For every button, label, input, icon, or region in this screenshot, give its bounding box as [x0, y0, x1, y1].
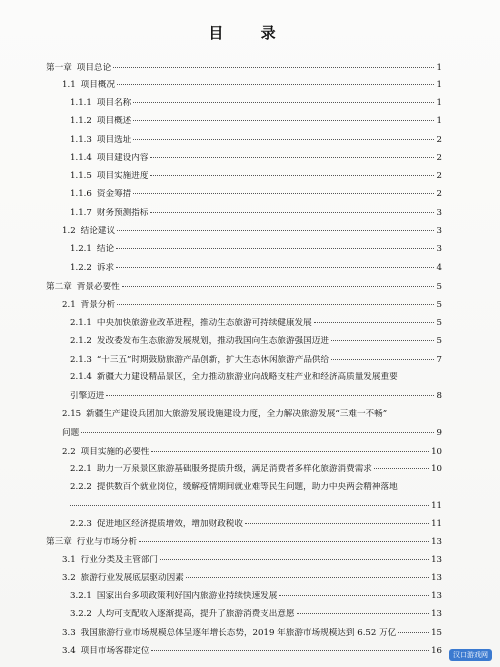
toc-entry[interactable]	[70, 189, 442, 200]
toc-entry-title: 旅游行业发展底层驱动因素	[80, 573, 184, 583]
toc-leader-dots	[106, 395, 434, 396]
toc-entry-title: 促进地区经济提质增效，增加财政税收	[96, 519, 243, 529]
toc-leader-dots	[279, 595, 429, 596]
toc-entry-title: 项目建设内容	[96, 153, 149, 163]
toc-page-number: 1	[436, 116, 442, 126]
toc-entry-number: 第一章	[46, 63, 72, 73]
toc-entry-number: 3.2.1	[70, 591, 92, 601]
toc-entry-title: 提供数百个就业岗位，缓解疫情期间就业难等民生问题，助力中央两会精神落地	[96, 482, 398, 492]
toc-entry-title: 项目总论	[76, 63, 112, 73]
toc-leader-dots	[139, 541, 429, 542]
toc-page-number: 5	[436, 300, 442, 310]
toc-entry-title: 国家出台多项政策利好国内旅游业持续快速发展	[96, 591, 278, 601]
toc-entry[interactable]	[70, 263, 442, 274]
toc-page-number: 5	[436, 336, 442, 346]
toc-entry[interactable]	[70, 372, 442, 383]
page-title: 目 录	[208, 24, 292, 42]
toc-entry-title: 新疆生产建设兵团加大旅游发展设施建设力度，全力解决旅游发展“三难一不畅”	[86, 409, 388, 419]
toc-entry[interactable]	[70, 609, 442, 620]
toc-leader-dots	[374, 468, 429, 469]
toc-entry-number: 第二章	[46, 282, 72, 292]
toc-entry[interactable]	[62, 80, 442, 91]
toc-entry-title: 项目选址	[96, 135, 132, 145]
toc-leader-dots	[160, 559, 429, 560]
toc-entry[interactable]	[70, 98, 442, 109]
toc-entry-continuation[interactable]	[62, 428, 442, 439]
toc-leader-dots	[186, 577, 429, 578]
toc-leader-dots	[150, 157, 434, 158]
toc-leader-dots	[133, 102, 434, 103]
toc-leader-dots	[314, 322, 434, 323]
toc-leader-dots	[151, 451, 429, 452]
toc-leader-dots	[117, 230, 434, 231]
toc-entry[interactable]	[70, 153, 442, 164]
toc-page-number: 13	[431, 555, 442, 565]
toc-entry[interactable]	[46, 537, 442, 548]
toc-entry-title: 背景必要性	[76, 282, 120, 292]
toc-page-number: 5	[436, 282, 442, 292]
toc-entry-title-continued: 引擎迈进	[70, 391, 105, 401]
toc-page-number: 10	[431, 447, 442, 457]
toc-entry[interactable]	[62, 226, 442, 237]
toc-page-number: 3	[436, 208, 442, 218]
toc-entry-title: 行业分类及主管部门	[80, 555, 159, 565]
toc-entry[interactable]	[46, 282, 442, 293]
toc-entry-number: 1.1.4	[70, 153, 92, 163]
toc-leader-dots	[331, 340, 434, 341]
toc-page-number: 3	[436, 244, 442, 254]
toc-entry-title: 结论建议	[80, 226, 116, 236]
toc-entry-continuation[interactable]	[70, 501, 442, 512]
toc-entry-number: 2.1.1	[70, 318, 92, 328]
toc-entry[interactable]	[62, 628, 442, 639]
toc-entry-number: 2.15	[62, 409, 82, 419]
toc-entry-title: 项目实施进度	[96, 171, 149, 181]
toc-entry-number: 2.2.2	[70, 482, 92, 492]
toc-entry[interactable]	[70, 171, 442, 182]
toc-entry-title: 人均可支配收入逐渐提高，提升了旅游消费支出意愿	[96, 609, 295, 619]
toc-leader-dots	[113, 67, 434, 68]
toc-entry-title: “十三五”时期鼓励旅游产品创新，扩大生态休闲旅游产品供给	[96, 355, 330, 365]
toc-leader-dots	[150, 212, 434, 213]
toc-entry-title: 项目概述	[96, 116, 132, 126]
toc-entry[interactable]	[70, 336, 442, 347]
toc-entry-number: 1.2.1	[70, 244, 92, 254]
toc-entry-number: 3.3	[62, 628, 76, 638]
toc-leader-dots	[116, 248, 434, 249]
toc-page-number: 13	[431, 591, 442, 601]
toc-entry-number: 第三章	[46, 537, 72, 547]
toc-entry-number: 1.1.3	[70, 135, 92, 145]
toc-page-number: 2	[436, 189, 442, 199]
toc-entry-number: 2.2.1	[70, 464, 92, 474]
toc-entry-number: 3.4	[62, 646, 76, 656]
toc-entry-title: 发改委发布生态旅游发展规划，推动我国向生态旅游强国迈进	[96, 336, 329, 346]
toc-entry-number: 1.1	[62, 80, 76, 90]
toc-entry-title: 项目名称	[96, 98, 132, 108]
toc-entry-number: 1.1.1	[70, 98, 92, 108]
toc-entry-number: 2.1.3	[70, 355, 92, 365]
toc-entry-title-continued: 问题	[62, 428, 80, 438]
toc-page-number: 2	[436, 135, 442, 145]
toc-entry-title: 项目市场客群定位	[80, 646, 150, 656]
toc-entry-number: 3.2	[62, 573, 76, 583]
toc-leader-dots	[81, 432, 434, 433]
toc-entry-title: 项目实施的必要性	[80, 447, 150, 457]
toc-entry-title: 助力一万泉景区旅游基础服务提质升级，满足消费者多样化旅游消费需求	[96, 464, 372, 474]
toc-entry-number: 1.2.2	[70, 263, 92, 273]
toc-page-number: 15	[431, 628, 442, 638]
toc-page-number: 5	[436, 318, 442, 328]
toc-page-number: 8	[436, 391, 442, 401]
toc-page-number: 11	[431, 519, 442, 529]
toc-leader-dots	[117, 304, 434, 305]
toc-leader-dots	[70, 505, 429, 506]
toc-leader-dots	[116, 267, 434, 268]
toc-entry[interactable]	[70, 482, 442, 493]
toc-leader-dots	[297, 613, 430, 614]
toc-entry-number: 2.2	[62, 447, 76, 457]
toc-leader-dots	[331, 359, 434, 360]
toc-entry-title: 背景分析	[80, 300, 116, 310]
toc-entry[interactable]	[62, 646, 442, 657]
toc-entry[interactable]	[70, 519, 442, 530]
toc-entry[interactable]	[62, 409, 442, 420]
toc-entry-number: 2.1.4	[70, 372, 92, 382]
toc-entry-title: 行业与市场分析	[76, 537, 137, 547]
toc-entry[interactable]	[62, 573, 442, 584]
toc-page-number: 9	[436, 428, 442, 438]
toc-entry[interactable]	[70, 244, 442, 255]
toc-entry[interactable]	[62, 555, 442, 566]
toc-entry-title: 我国旅游行业市场规模总体呈逐年增长态势，2019 年旅游市场规模达到 6.52 万亿	[80, 628, 397, 638]
toc-entry[interactable]	[46, 63, 442, 74]
toc-entry[interactable]	[70, 464, 442, 475]
toc-entry-number: 2.2.3	[70, 519, 92, 529]
toc-page-number: 13	[431, 573, 442, 583]
toc-entry-title: 项目概况	[80, 80, 116, 90]
toc-leader-dots	[133, 193, 434, 194]
toc-entry[interactable]	[62, 447, 442, 458]
toc-page-number: 10	[431, 464, 442, 474]
toc-page-number: 1	[436, 80, 442, 90]
toc-entry[interactable]	[70, 355, 442, 366]
toc-entry[interactable]	[70, 318, 442, 329]
toc-entry-number: 2.1.2	[70, 336, 92, 346]
toc-page-number: 13	[431, 537, 442, 547]
toc-leader-dots	[398, 632, 429, 633]
toc-entry-title: 新疆大力建设精品景区，全力推动旅游业向战略支柱产业和经济高质量发展重要	[96, 372, 398, 382]
toc-entry-title: 中央加快旅游业改革进程，推动生态旅游可持续健康发展	[96, 318, 312, 328]
toc-entry-title: 财务预测指标	[96, 208, 149, 218]
toc-entry-title: 结论	[96, 244, 115, 254]
toc-leader-dots	[151, 650, 429, 651]
toc-leader-dots	[133, 120, 434, 121]
toc-page-number: 16	[431, 646, 442, 656]
watermark-logo: 汉口游戏网	[449, 649, 492, 661]
toc-entry[interactable]	[62, 300, 442, 311]
toc-page-number: 4	[436, 263, 442, 273]
toc-entry-number: 1.2	[62, 226, 76, 236]
toc-entry[interactable]	[70, 208, 442, 219]
toc-entry-number: 1.1.7	[70, 208, 92, 218]
toc-entry-number: 1.1.5	[70, 171, 92, 181]
toc-page-number: 3	[436, 226, 442, 236]
toc-entry[interactable]	[70, 116, 442, 127]
toc-entry-number: 3.2.2	[70, 609, 92, 619]
toc-entry-number: 1.1.6	[70, 189, 92, 199]
toc-entry-number: 2.1	[62, 300, 76, 310]
toc-leader-dots	[117, 84, 434, 85]
toc-entry-title: 诉求	[96, 263, 115, 273]
toc-leader-dots	[245, 523, 429, 524]
toc-page-number: 1	[436, 63, 442, 73]
toc-entry[interactable]	[70, 591, 442, 602]
toc-page-number: 2	[436, 153, 442, 163]
toc-leader-dots	[150, 175, 434, 176]
toc-entry-continuation[interactable]	[70, 391, 442, 402]
toc-entry-number: 3.1	[62, 555, 76, 565]
toc-leader-dots	[122, 286, 434, 287]
toc-entry-title: 资金筹措	[96, 189, 132, 199]
toc-page-number: 2	[436, 171, 442, 181]
toc-page-number: 1	[436, 98, 442, 108]
toc-entry-number: 1.1.2	[70, 116, 92, 126]
toc-leader-dots	[133, 139, 434, 140]
toc-entry[interactable]	[70, 135, 442, 146]
toc-page-number: 11	[431, 501, 442, 511]
toc-page-number: 13	[431, 609, 442, 619]
toc-page-number: 7	[436, 355, 442, 365]
